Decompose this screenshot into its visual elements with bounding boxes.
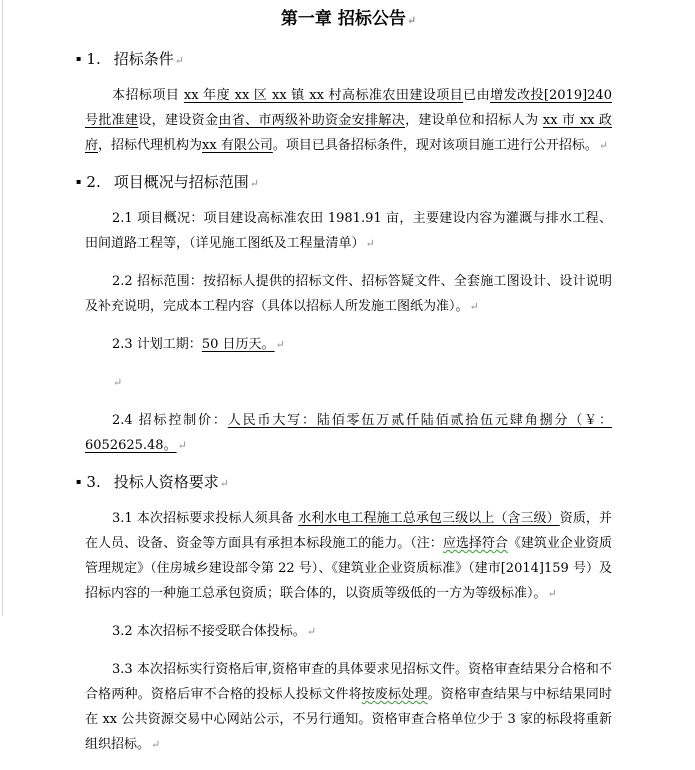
heading-number: 1. (86, 50, 101, 68)
text-run: 《建筑业企业资质管理规定》（住房城乡建设部令第 22 号）、《建筑业企业资质标准》（建市[2014]159 号）及招标内容的一种施工总承包资质；联合体的，以资质等级低的一方为等级标准）。 (85, 536, 612, 601)
underlined-run: 增发改投[2019]240 号批准建 (85, 88, 612, 128)
grammar-check-run: 应选择符合 (442, 536, 508, 551)
para-3-3-post-review (85, 657, 612, 757)
text-run: 已由 (463, 88, 491, 103)
text-run: 3.3 本次招标实行资格后审,资格审查的具体要求见招标文件。资格审查结果分合格和不合格两种。资格后审不合格的投标人投标文件将 (85, 662, 612, 702)
text-run: 。项目已具备招标条件，现对该项目施工进行公开招标。 (272, 138, 598, 153)
heading-bullet-icon: ▪ (76, 177, 82, 186)
pilcrow-mark: ↵ (151, 738, 161, 751)
text-run: 设，建设资金 (138, 113, 219, 128)
pilcrow-mark: ↵ (275, 338, 285, 351)
pilcrow-mark: ↵ (547, 587, 557, 600)
document-content (76, 8, 612, 770)
heading-number: 3. (86, 473, 101, 491)
pilcrow-mark: ↵ (174, 54, 184, 67)
text-run: 资质，并在人员、设备、资金等方面具有承担本标段施工的能力。（注： (85, 511, 612, 551)
heading-3 (76, 471, 612, 494)
heading-label: 招标条件 (113, 50, 174, 68)
pilcrow-mark: ↵ (249, 177, 259, 190)
heading-number: 2. (86, 173, 101, 191)
para-2-2-bidding-scope (85, 269, 612, 319)
chapter-title-text: 第一章 招标公告 (280, 9, 406, 29)
underlined-run: 由省、市两级补助资金安排解决 (218, 113, 406, 128)
underlined-run: xx 年度 xx 区 xx 镇 xx 村高标准农田建设项目 (183, 88, 464, 103)
text-run: 2.3 计划工期： (112, 337, 202, 352)
text-run: 。资格审查结果与中标结果同时在 xx 公共资源交易中心网站公示，不另行通知。资格审查合格单位少于 3 家的标段将重新组织招标。 (85, 687, 612, 752)
chapter-title (85, 8, 612, 32)
text-run: ，建设单位和招标人为 (405, 113, 543, 128)
pilcrow-mark: ↵ (306, 625, 317, 638)
pilcrow-mark: ↵ (177, 439, 187, 452)
grammar-check-run: 按废标处理 (361, 687, 428, 702)
para-2-4-control-price (85, 408, 612, 458)
page-edge-line (2, 0, 3, 616)
underlined-run: 50 日历天。 (201, 337, 275, 352)
text-run: ，招标代理机构为 (98, 138, 203, 153)
pilcrow-mark: ↵ (113, 376, 123, 389)
underlined-run: 水利水电工程施工总承包三级以上（含三级） (298, 511, 560, 526)
text-run: 本招标项目 (112, 88, 184, 103)
para-2-3-schedule (85, 332, 612, 357)
pilcrow-mark: ↵ (365, 237, 375, 250)
para-empty-line (85, 370, 612, 395)
text-run: 3.2 本次招标不接受联合体投标。 (112, 624, 306, 639)
pilcrow-mark: ↵ (406, 14, 417, 27)
heading-label: 项目概况与招标范围 (113, 173, 249, 191)
underlined-run: xx 市 xx 政府 (85, 113, 612, 153)
pilcrow-mark: ↵ (219, 477, 229, 490)
pilcrow-mark: ↵ (469, 300, 479, 313)
underlined-run: xx 有限公司 (202, 138, 273, 153)
para-bidding-conditions (85, 83, 612, 158)
text-run: 2.1 项目概况：项目建设高标准农田 1981.91 亩，主要建设内容为灌溉与排水工程、田间道路工程等，（详见施工图纸及工程量清单） (85, 211, 612, 251)
pilcrow-mark: ↵ (598, 139, 609, 152)
para-2-1-project-overview (85, 206, 612, 256)
text-run: 3.1 本次招标要求投标人须具备 (112, 511, 299, 526)
heading-2 (76, 171, 612, 194)
heading-bullet-icon: ▪ (76, 54, 82, 63)
para-3-2-no-consortium (85, 619, 612, 644)
heading-1 (76, 48, 612, 71)
text-run: 2.4 招标控制价： (112, 413, 228, 428)
underlined-run: 人民币大写：陆佰零伍万贰仟陆佰贰拾伍元肆角捌分（￥：6052625.48。 (85, 413, 612, 453)
heading-bullet-icon: ▪ (76, 477, 82, 486)
para-3-1-qualification (85, 506, 612, 606)
heading-label: 投标人资格要求 (113, 473, 219, 491)
text-run: 2.2 招标范围：按招标人提供的招标文件、招标答疑文件、全套施工图设计、设计说明及补充说明，完成本工程内容（具体以招标人所发施工图纸为准）。 (85, 274, 612, 314)
